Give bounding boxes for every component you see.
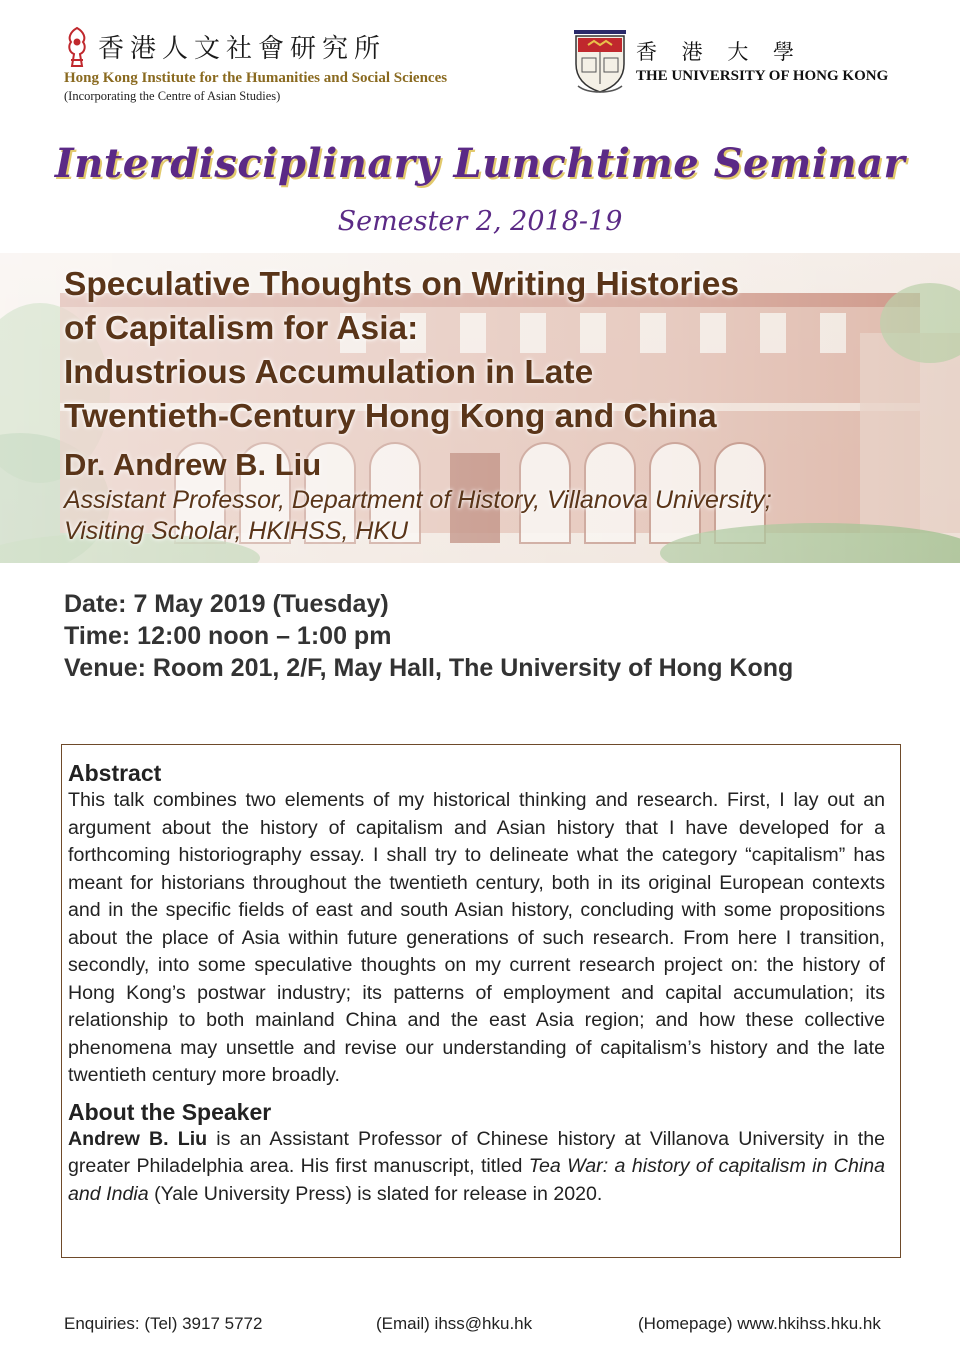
speaker-role-line: Assistant Professor, Department of History, Villanova University; xyxy=(64,486,772,514)
series-title: Interdisciplinary Lunchtime Seminar xyxy=(54,140,906,187)
about-speaker-text: is an Assistant Professor of Chinese history at Villanova University in the greater Philadelphia area. His first manuscript, titled xyxy=(68,1127,886,1177)
footer-enquiries xyxy=(64,1314,900,1340)
semester-label: Semester 2, 2018-19 xyxy=(337,206,623,237)
institute-name-english: Hong Kong Institute for the Humanities and Social Sciences xyxy=(64,70,448,86)
talk-title-line: Speculative Thoughts on Writing Histories xyxy=(64,266,740,303)
event-venue: Venue: Room 201, 2/F, May Hall, The University of Hong Kong xyxy=(64,654,794,682)
about-speaker-text: (Yale University Press) is slated for release in 2020. xyxy=(148,1182,603,1205)
institute-header xyxy=(62,22,522,108)
talk-title xyxy=(64,263,944,439)
abstract-body: This talk combines two elements of my historical thinking and research. First, I lay out an argument about the history of capitalism and Asian history that I have developed for a forthcoming historiography essay. I shall try to delineate what the category “capitalism” has meant for historians throughout the twentieth century, both in its original European contexts and in the specific fields of east and south Asian history, concluding with some propositions about the place of Asia within future generations of such research. From here I transition, secondly, into some speculative thoughts on my current research project on: the history of Hong Kong’s postwar industry; its patterns of employment and capital accumulation; its relationship to both mainland China and the east Asia region; and how these collective phenomena may unsettle and revise our understanding of capitalism’s history and the late twentieth century more broadly. xyxy=(68,789,885,1086)
speaker-name: Dr. Andrew B. Liu xyxy=(64,447,322,482)
book-title: Tea War: a history of capitalism in China and India xyxy=(68,1155,885,1205)
university-name-english: THE UNIVERSITY OF HONG KONG xyxy=(636,68,889,84)
speaker-role-line: Visiting Scholar, HKIHSS, HKU xyxy=(64,517,409,545)
university-header xyxy=(572,24,912,100)
footer-tel: Enquiries: (Tel) 3917 5772 xyxy=(64,1314,263,1333)
university-name-chinese: 香 港 大 學 xyxy=(636,40,804,64)
footer-email[interactable]: (Email) ihss@hku.hk xyxy=(376,1314,533,1333)
hku-crest-icon xyxy=(572,28,628,94)
footer-homepage[interactable]: (Homepage) www.hkihss.hku.hk xyxy=(638,1314,881,1333)
talk-title-line: Industrious Accumulation in Late xyxy=(64,354,594,391)
talk-info xyxy=(64,263,944,547)
speaker-role xyxy=(64,485,944,547)
about-speaker-heading: About the Speaker xyxy=(68,1098,272,1125)
hkihss-seal-icon xyxy=(62,26,92,70)
hero-banner xyxy=(0,253,960,563)
talk-title-line: of Capitalism for Asia: xyxy=(64,310,419,347)
event-date: Date: 7 May 2019 (Tuesday) xyxy=(64,590,389,618)
institute-subtitle: (Incorporating the Centre of Asian Studies) xyxy=(64,89,281,103)
event-time: Time: 12:00 noon – 1:00 pm xyxy=(64,622,392,650)
abstract-heading: Abstract xyxy=(68,760,162,786)
abstract-box xyxy=(61,744,901,1258)
talk-title-line: Twentieth-Century Hong Kong and China xyxy=(64,398,717,435)
about-speaker-body xyxy=(68,1126,885,1209)
institute-name-chinese: 香港人文社會研究所 xyxy=(98,34,387,64)
about-speaker-name: Andrew B. Liu xyxy=(68,1127,208,1150)
event-details xyxy=(64,588,944,684)
